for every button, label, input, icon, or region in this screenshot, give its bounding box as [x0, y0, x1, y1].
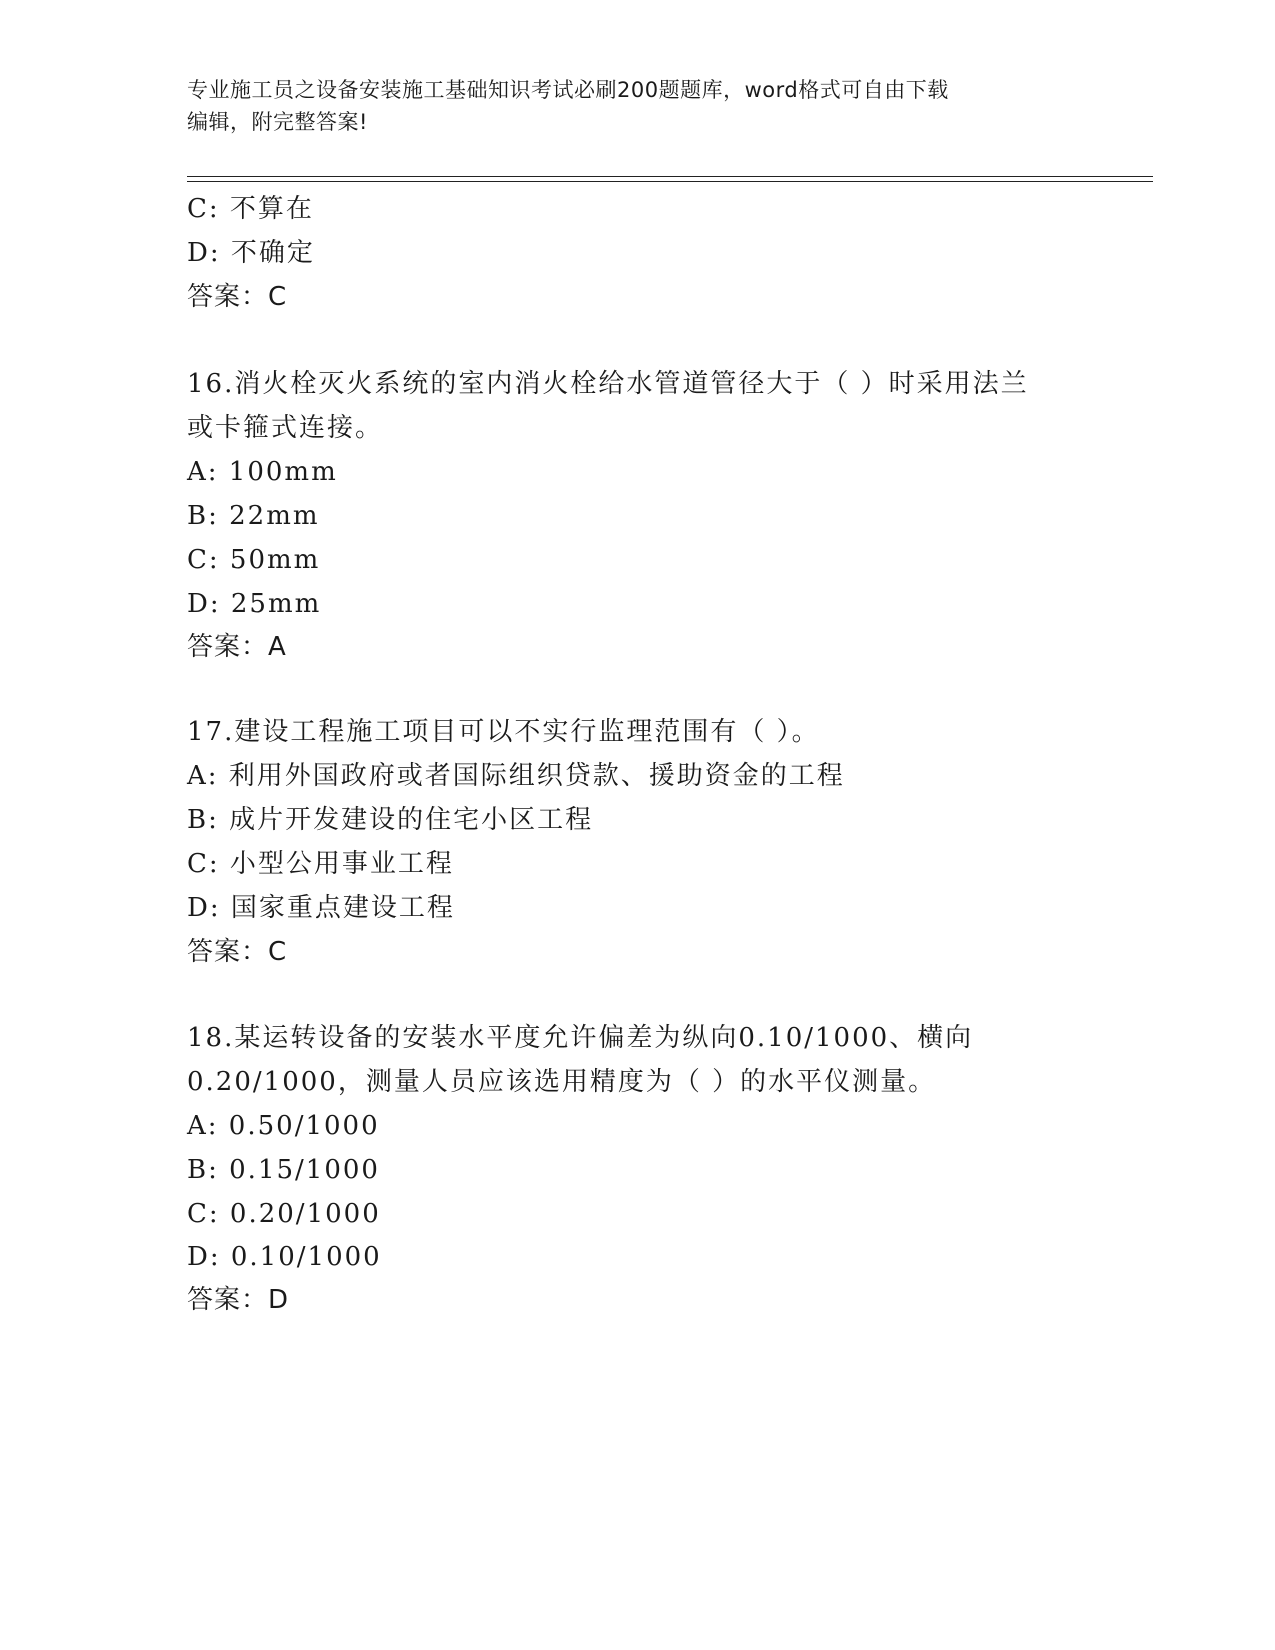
header-divider-bottom	[187, 181, 1153, 182]
header-line-1: 专业施工员之设备安装施工基础知识考试必刷200题题库，word格式可自由下载	[187, 78, 949, 102]
q16-stem-line-2: 或卡箍式连接。	[187, 413, 384, 443]
q15-option-c: C: 不算在	[187, 194, 314, 224]
header-line-2: 编辑，附完整答案!	[187, 110, 368, 134]
q15-answer: 答案：C	[187, 282, 288, 312]
q16-option-d: D: 25mm	[187, 589, 322, 619]
q18-option-b: B: 0.15/1000	[187, 1155, 380, 1185]
document-header	[187, 74, 1087, 138]
q17-option-b: B: 成片开发建设的住宅小区工程	[187, 805, 594, 835]
q17-answer: 答案：C	[187, 937, 288, 967]
q17-stem-line-1: 17.建设工程施工项目可以不实行监理范围有（ ）。	[187, 717, 820, 747]
q16-option-b: B: 22mm	[187, 501, 320, 531]
q18-option-d: D: 0.10/1000	[187, 1242, 382, 1272]
q18-stem-line-2: 0.20/1000，测量人员应该选用精度为（ ）的水平仪测量。	[187, 1067, 937, 1097]
q15-option-d: D: 不确定	[187, 238, 315, 268]
q18-option-c: C: 0.20/1000	[187, 1199, 381, 1229]
q16-option-a: A: 100mm	[187, 457, 338, 487]
q17-option-a: A: 利用外国政府或者国际组织贷款、援助资金的工程	[187, 761, 845, 791]
q16-option-c: C: 50mm	[187, 545, 321, 575]
q17-option-d: D: 国家重点建设工程	[187, 893, 455, 923]
q18-stem-line-1: 18.某运转设备的安装水平度允许偏差为纵向0.10/1000、横向	[187, 1023, 974, 1053]
q16-answer: 答案：A	[187, 632, 287, 662]
q18-option-a: A: 0.50/1000	[187, 1111, 380, 1141]
header-divider-top	[187, 176, 1153, 177]
q16-stem-line-1: 16.消火栓灭火系统的室内消火栓给水管道管径大于（ ）时采用法兰	[187, 369, 1029, 399]
q17-option-c: C: 小型公用事业工程	[187, 849, 454, 879]
q18-answer: 答案：D	[187, 1285, 290, 1315]
